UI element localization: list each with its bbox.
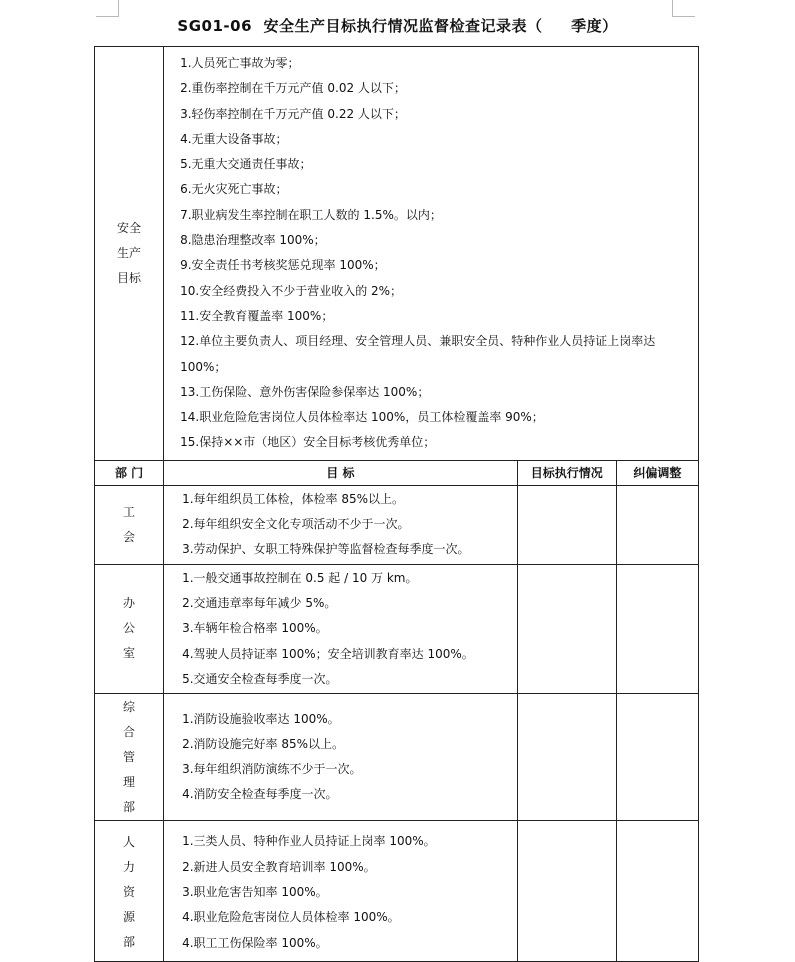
target-item: 3.劳动保护、女职工特殊保护等监督检查每季度一次。 [182, 542, 470, 557]
goal-item: 12.单位主要负责人、项目经理、安全管理人员、兼职安全员、特种作业人员持证上岗率达 100%； [180, 334, 656, 374]
target-item: 3.职业危害告知率 100%。 [182, 884, 328, 899]
goal-item: 10.安全经费投入不少于营业收入的 2%； [180, 283, 403, 298]
department-targets-cell [164, 485, 518, 564]
goal-item: 3.轻伤率控制在千万元产值 0.22 人以下； [180, 106, 406, 121]
department-name-char: 办 [123, 596, 136, 611]
target-item: 2.交通违章率每年减少 5%。 [182, 595, 337, 610]
department-name-cell [95, 694, 164, 821]
correction-cell[interactable] [616, 564, 698, 693]
goal-item: 7.职业病发生率控制在职工人数的 1.5%。以内； [180, 207, 442, 222]
target-item: 1.一般交通事故控制在 0.5 起 / 10 万 km。 [182, 570, 418, 585]
correction-cell[interactable] [616, 821, 698, 962]
table-row [95, 694, 699, 821]
target-item: 2.新进人员安全教育培训率 100%。 [182, 859, 376, 874]
department-name-char: 源 [123, 910, 136, 925]
goal-item: 8.隐患治理整改率 100%； [180, 233, 326, 248]
department-name-char: 管 [123, 749, 136, 764]
target-item: 4.职业危险危害岗位人员体检率 100%。 [182, 910, 400, 925]
goal-item: 4.无重大设备事故； [180, 131, 288, 146]
target-item: 3.每年组织消防演练不少于一次。 [182, 762, 362, 777]
department-name-char: 工 [123, 504, 136, 519]
department-name-char: 室 [123, 646, 136, 661]
goal-item: 13.工伤保险、意外伤害保险参保率达 100%； [180, 384, 430, 399]
goal-item: 15.保持××市（地区）安全目标考核优秀单位； [180, 435, 436, 450]
table-row [95, 564, 699, 693]
goal-item: 14.职业危险危害岗位人员体检率达 100%，员工体检覆盖率 90%； [180, 410, 544, 425]
safety-goals-label-cell [95, 47, 164, 461]
target-item: 5.交通安全检查每季度一次。 [182, 671, 338, 686]
department-name-char: 资 [123, 885, 136, 900]
table-header-row [95, 460, 699, 485]
table-row [95, 821, 699, 962]
department-name-char: 部 [123, 935, 136, 950]
department-name-char: 人 [123, 835, 136, 850]
target-item: 2.消防设施完好率 85%以上。 [182, 736, 345, 751]
goal-item: 6.无火灾死亡事故； [180, 182, 288, 197]
department-name-cell [95, 821, 164, 962]
correction-cell[interactable] [616, 694, 698, 821]
target-item: 4.驾驶人员持证率 100%；安全培训教育率达 100%。 [182, 646, 474, 661]
department-targets-cell [164, 564, 518, 693]
header-target: 目 标 [164, 460, 518, 485]
correction-cell[interactable] [616, 485, 698, 564]
department-targets-cell [164, 821, 518, 962]
goal-item: 5.无重大交通责任事故； [180, 157, 312, 172]
target-item: 3.车辆年检合格率 100%。 [182, 621, 328, 636]
target-item: 1.三类人员、特种作业人员持证上岗率 100%。 [182, 834, 436, 849]
department-name-cell [95, 564, 164, 693]
header-correction: 纠偏调整 [616, 460, 698, 485]
target-item: 2.每年组织安全文化专项活动不少于一次。 [182, 517, 410, 532]
execution-cell[interactable] [517, 694, 616, 821]
safety-goals-label-char: 生产 [117, 245, 142, 260]
target-item: 1.消防设施验收率达 100%。 [182, 711, 340, 726]
department-name-char: 综 [123, 699, 136, 714]
header-execution: 目标执行情况 [517, 460, 616, 485]
department-targets-cell [164, 694, 518, 821]
department-name-char: 力 [123, 860, 136, 875]
department-name-char: 部 [123, 799, 136, 814]
target-item: 4.消防安全检查每季度一次。 [182, 787, 338, 802]
safety-goals-row [95, 47, 699, 461]
safety-goals-label-char: 安全 [117, 220, 142, 235]
execution-cell[interactable] [517, 821, 616, 962]
goal-item: 11.安全教育覆盖率 100%； [180, 308, 334, 323]
goal-item: 1.人员死亡事故为零； [180, 56, 300, 70]
department-name-char: 理 [123, 774, 136, 789]
page-title: SG01-06 安全生产目标执行情况监督检查记录表（ 季度） [177, 17, 618, 35]
department-name-char: 公 [123, 621, 136, 636]
execution-cell[interactable] [517, 485, 616, 564]
department-name-char: 合 [123, 724, 136, 739]
table-row [95, 485, 699, 564]
header-department: 部 门 [95, 460, 164, 485]
target-item: 1.每年组织员工体检，体检率 85%以上。 [182, 491, 405, 506]
department-name-char: 会 [123, 529, 136, 544]
target-item: 4.职工工伤保险率 100%。 [182, 935, 328, 950]
safety-goals-label-char: 目标 [117, 270, 142, 285]
execution-cell[interactable] [517, 564, 616, 693]
safety-goals-list-cell [164, 47, 699, 461]
goal-item: 9.安全责任书考核奖惩兑现率 100%； [180, 258, 386, 273]
department-name-cell [95, 485, 164, 564]
goal-item: 2.重伤率控制在千万元产值 0.02 人以下； [180, 81, 406, 96]
inspection-record-table [94, 46, 699, 962]
